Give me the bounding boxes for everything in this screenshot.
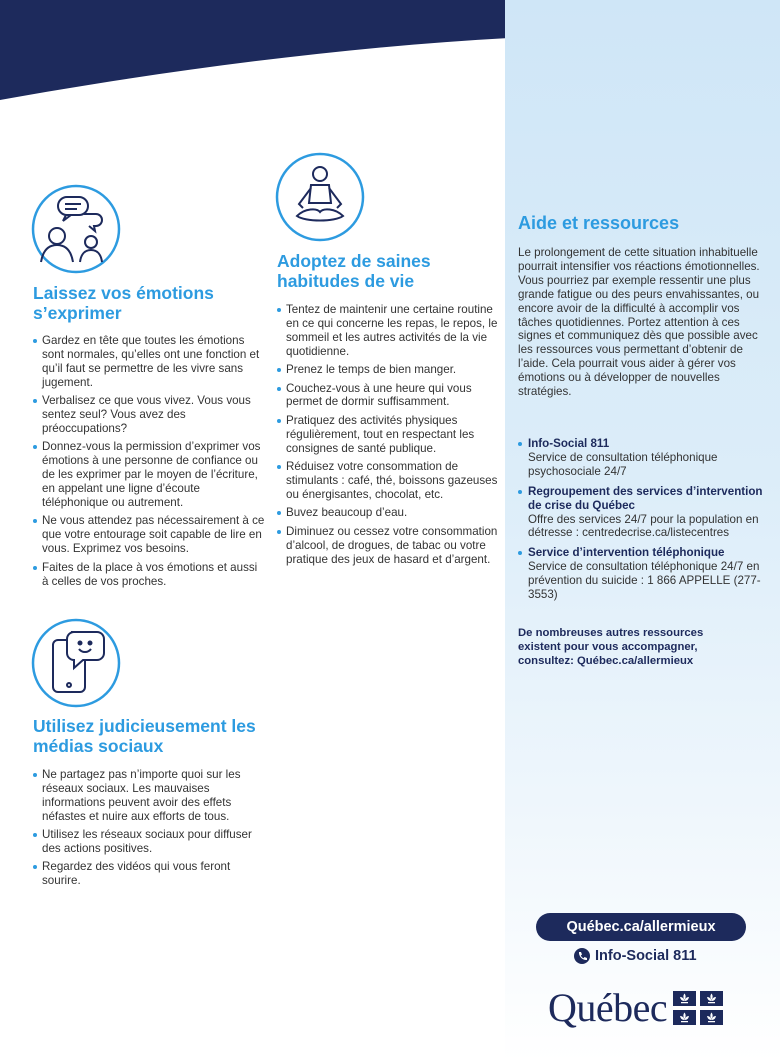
smartphone-chat-icon — [31, 618, 121, 708]
social-media-bullet-list — [33, 768, 265, 893]
discussion-people-icon — [31, 184, 121, 274]
meditation-icon — [275, 152, 365, 242]
list-item: Prenez le temps de bien manger. — [277, 363, 499, 377]
list-item: Ne partagez pas n’importe quoi sur les réseaux sociaux. Les mauvaises informations peuvent avoir des effets néfastes et nuire aux efforts de tous. — [33, 768, 265, 824]
resource-name: Service d’intervention téléphonique — [528, 546, 725, 560]
resource-item — [518, 437, 766, 479]
resource-description: Service de consultation téléphonique psychosociale 24/7 — [528, 450, 718, 478]
aide-intro-paragraph: Le prolongement de cette situation inhabituelle pourrait intensifier vos réactions émotionnelles. Vous pourriez par exemple ressentir une plus grande fatigue ou des peurs envahissantes, ou encore avoir de la difficulté à accomplir vos tâches quotidiennes. Portez attention à ces signes et communiquez dès que possible avec les ressources vous permettant d’obtenir de l’aide. Cela pourrait vous aider à gérer vos émotions ou à développer de nouvelles stratégies. — [518, 246, 760, 399]
quebec-wordmark: Québec — [548, 985, 668, 1030]
list-item: Tentez de maintenir une certaine routine en ce qui concerne les repas, le repos, le sommeil et les autres activités de la vie quotidienne. — [277, 303, 499, 359]
list-item: Pratiquez des activités physiques régulièrement, tout en respectant les consignes de santé publique. — [277, 414, 499, 456]
info-social-label: Info-Social 811 — [595, 948, 697, 964]
aide-title: Aide et ressources — [518, 213, 680, 233]
emotions-bullet-list — [33, 334, 265, 593]
resource-item — [518, 546, 766, 602]
list-item: Verbalisez ce que vous vivez. Vous vous sentez seul? Vous avez des préoccupations? — [33, 394, 265, 436]
section-title-emotions: Laissez vos émotions s’exprimer — [33, 283, 214, 323]
list-item: Diminuez ou cessez votre consommation d’alcool, de drogues, de tabac ou votre pratique des jeux de hasard et d’argent. — [277, 525, 499, 567]
list-item: Couchez-vous à une heure qui vous permet de dormir suffisamment. — [277, 382, 499, 410]
habits-bullet-list — [277, 303, 499, 571]
phone-icon — [574, 948, 590, 964]
section-title-habits: Adoptez de saines habitudes de vie — [277, 251, 431, 291]
section-title-social-media: Utilisez judicieusement les médias sociaux — [33, 716, 256, 756]
list-item: Buvez beaucoup d’eau. — [277, 506, 499, 520]
list-item: Réduisez votre consommation de stimulants : café, thé, boissons gazeuses ou énergisantes, chocolat, etc. — [277, 460, 499, 502]
website-url-pill[interactable]: Québec.ca/allermieux — [536, 913, 746, 941]
list-item: Gardez en tête que toutes les émotions sont normales, qu’elles ont une fonction et qu’il faut se permettre de les vivre sans jugement. — [33, 334, 265, 390]
resources-list — [518, 437, 766, 608]
quebec-logo — [548, 983, 723, 1033]
resource-description: Offre des services 24/7 pour la population en détresse : centredecrise.ca/listecentres — [528, 512, 759, 540]
list-item: Donnez-vous la permission d’exprimer vos émotions à une personne de confiance ou de les exprimer par le moyen de l’écriture, en appelant une ligne d’écoute téléphonique ou autrement. — [33, 440, 265, 510]
list-item: Faites de la place à vos émotions et aussi à celles de vos proches. — [33, 561, 265, 589]
resource-description: Service de consultation téléphonique 24/7 en prévention du suicide : 1 866 APPELLE (277-3553) — [528, 560, 761, 602]
resource-name: Info-Social 811 — [528, 437, 610, 450]
list-item: Ne vous attendez pas nécessairement à ce que votre entourage soit capable de lire en vous. Exprimez vos besoins. — [33, 514, 265, 556]
info-social-line — [574, 946, 697, 966]
resource-name: Regroupement des services d’intervention de crise du Québec — [528, 484, 763, 512]
fleur-de-lys-flag-icon — [673, 991, 723, 1025]
resource-item — [518, 485, 766, 541]
aide-footer-note: De nombreuses autres ressources existent pour vous accompagner, consultez: Québec.ca/allermieux — [518, 627, 704, 667]
list-item: Utilisez les réseaux sociaux pour diffuser des actions positives. — [33, 828, 265, 856]
list-item: Regardez des vidéos qui vous feront sourire. — [33, 860, 265, 888]
